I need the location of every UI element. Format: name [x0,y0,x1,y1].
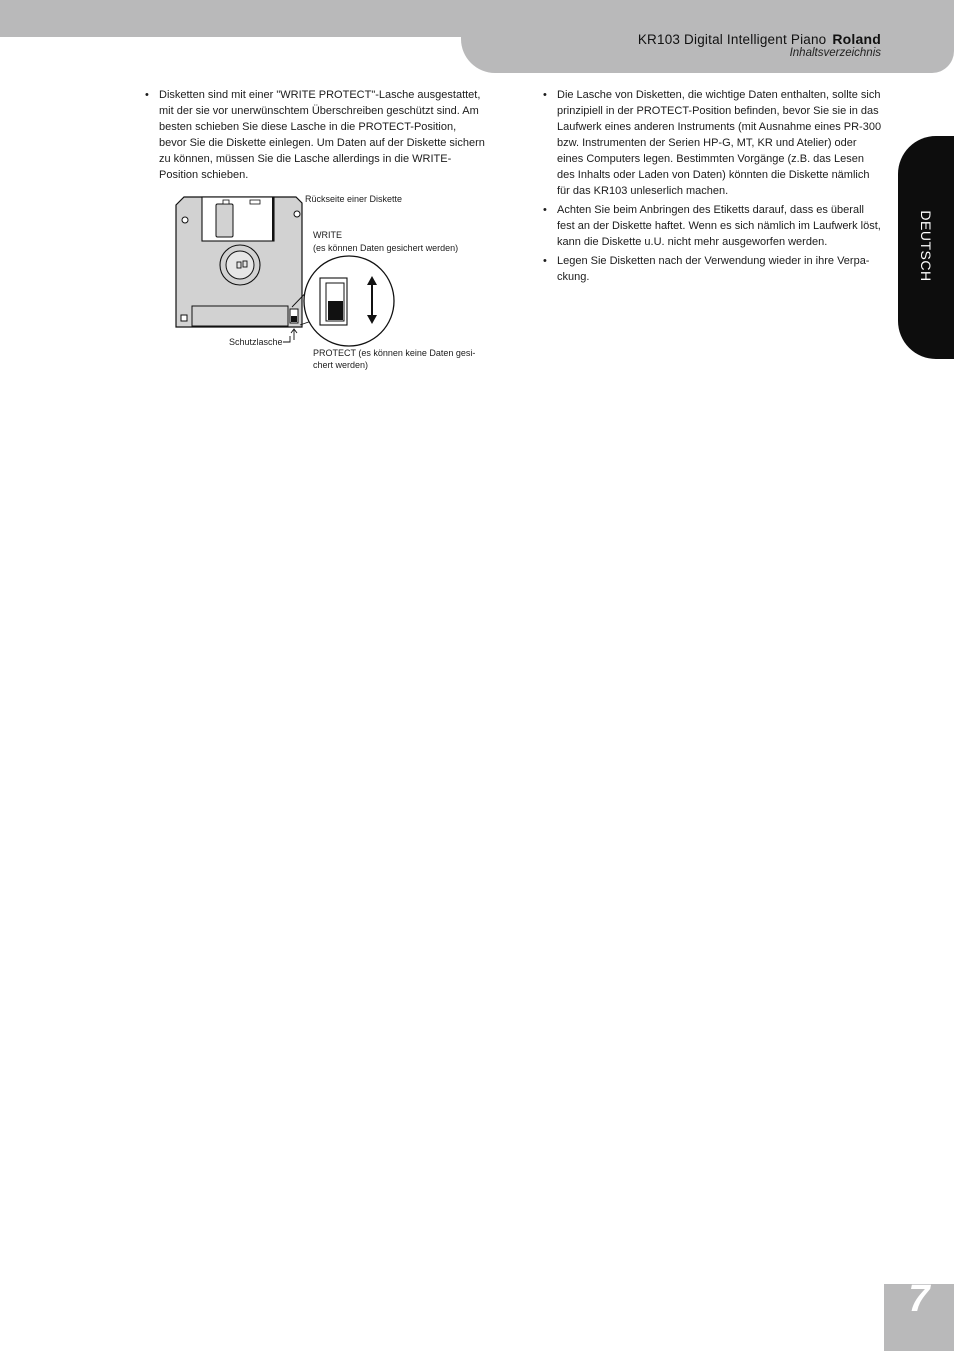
section-subtitle: Inhaltsverzeichnis [789,47,881,59]
language-tab-label: DEUTSCH [918,210,934,282]
header-title [638,31,881,47]
list-item: • Disketten sind mit einer "WRITE PROTECT"-Lasche ausgestattet, mit der sie vor unerwünschtem Überschreiben geschützt sind. Am besten schieben Sie diese Lasche in die PROTECT-Position, bevor Sie die Diskette einlegen. Um Daten auf der Diskette sichern zu können, müssen Sie die Lasche allerdings in die WRITE-Position schieben. [145,87,485,183]
left-column [145,87,485,186]
product-title: KR103 Digital Intelligent Piano [637,32,827,47]
protect-note-line1: PROTECT (es können keine Daten gesi- [313,348,476,358]
left-bullet-list [145,87,485,183]
floppy-figure [170,190,490,380]
caption-back-side: Rückseite einer Diskette [305,194,403,204]
protect-note-line2: chert werden) [313,360,369,370]
right-column [543,87,883,288]
write-note: (es können Daten gesichert werden) [313,243,459,253]
write-label: WRITE [313,230,342,240]
protect-tab-label: Schutzlasche [229,337,283,347]
list-item: • Legen Sie Disketten nach der Verwendung wieder in ihre Verpa-ckung. [543,253,883,285]
right-bullet-list [543,87,883,285]
page-number-box [884,1278,954,1351]
header-tab [461,0,954,73]
brand-logo: Roland [832,31,881,47]
list-item: • Achten Sie beim Anbringen des Etiketts darauf, dass es überall fest an der Diskette haftet. Wenn es sich nämlich im Laufwerk löst, kann die Diskette u.U. nicht mehr ausgeworfen werden. [543,202,883,250]
page-number: 7 [908,1278,930,1320]
list-item: • Die Lasche von Disketten, die wichtige Daten enthalten, sollte sich prinzipiell in der PROTECT-Position befinden, bevor Sie sie in das Laufwerk eines anderen Instruments (mit Ausnahme eines PR-300 bzw. Instrumenten der Serien HP-G, MT, KR und Atelier) oder eines Computers legen. Bestimmten Vorgänge (z.B. das Lesen des Inhalts oder Laden von Daten) könnten die Diskette nämlich für das KR103 unleserlich machen. [543,87,883,199]
